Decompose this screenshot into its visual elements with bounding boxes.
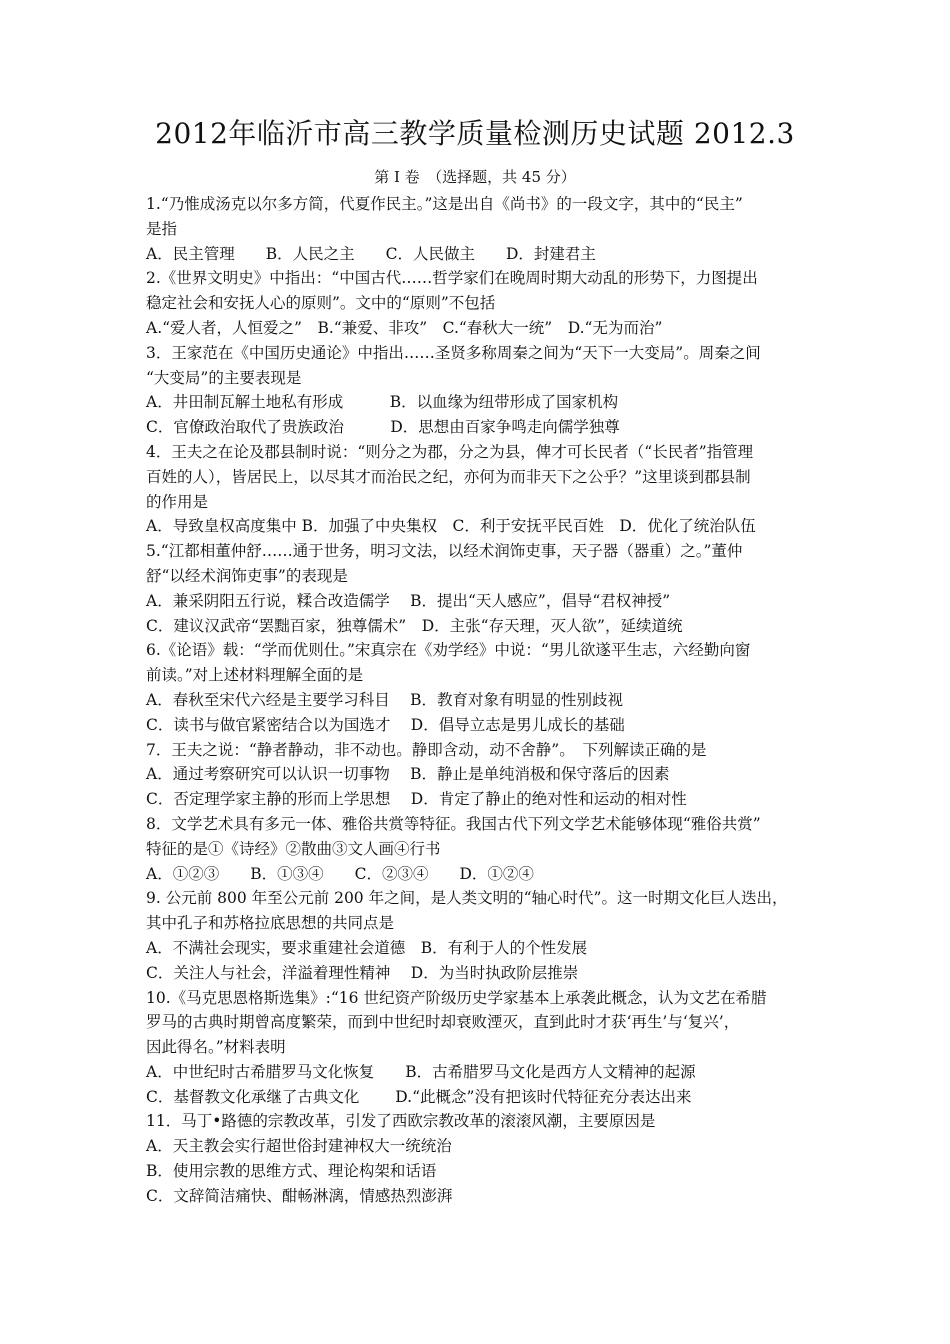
text-line: C．基督教文化承继了古典文化 D.“此概念”没有把该时代特征充分表达出来 [146,1087,692,1106]
text-line: C．读书与做官紧密结合以为国选才 D．倡导立志是男儿成长的基础 [146,715,625,734]
text-line: “大变局”的主要表现是 [146,368,302,387]
text-line: 1.“乃惟成汤克以尔多方简，代夏作民主。”这是出自《尚书》的一段文字，其中的“民主” [146,195,743,213]
text-line: 6.《论语》载：“学而优则仕。”宋真宗在《劝学经》中说：“男儿欲遂平生志，六经勤向窗 [146,641,751,660]
text-line: 特征的是①《诗经》②散曲③文人画④行书 [146,839,441,858]
text-line: A．导致皇权高度集中 B．加强了中央集权 C．利于安抚平民百姓 D．优化了统治队伍 [146,517,756,536]
text-line: 7．王夫之说：“静者静动，非不动也。静即含动，动不舍静”。 下列解读正确的是 [146,740,707,759]
text-line: 的作用是 [146,492,209,511]
text-line: A．天主教会实行超世俗封建神权大一统统治 [146,1137,452,1156]
text-line: 其中孔子和苏格拉底思想的共同点是 [146,914,395,933]
text-line: A.“爱人者，人恒爱之” B.“兼爱、非攻” C.“春秋大一统” D.“无为而治” [146,318,663,337]
text-line: 舒“以经术润饰吏事”的表现是 [146,566,348,585]
text-line: 8．文学艺术具有多元一体、雅俗共赏等特征。我国古代下列文学艺术能够体现“雅俗共赏” [146,814,761,833]
text-line: 百姓的人），皆居民上，以尽其才而治民之纪，亦何为而非天下之公乎？”这里谈到郡县制 [146,467,751,486]
text-line: 4．王夫之在论及郡县制时说：“则分之为郡，分之为县，俾才可长民者（“长民者”指管理 [146,442,754,461]
text-line: C．建议汉武帝“罢黜百家，独尊儒术” D．主张“存天理，灭人欲”，延续道统 [146,616,683,635]
text-line: 稳定社会和安抚人心的原则”。文中的“原则”不包括 [146,294,496,313]
text-line: B．使用宗教的思维方式、理论构架和话语 [146,1162,437,1181]
text-line: 11．马丁•路德的宗教改革，引发了西欧宗教改革的滚滚风潮，主要原因是 [146,1112,656,1131]
text-line: 10.《马克思恩格斯选集》:“16 世纪资产阶级历史学家基本上承袭此概念，认为文艺在希腊 [146,988,767,1007]
text-line: 5.“江都相董仲舒……通于世务，明习文法，以经术润饰吏事，天子器（器重）之。”董仲 [146,542,743,561]
text-line: 3．王家范在《中国历史通论》中指出……圣贤多称周秦之间为“天下一大变局”。周秦之间 [146,343,761,362]
text-line: A．春秋至宋代六经是主要学习科目 B．教育对象有明显的性别歧视 [146,690,624,709]
text-line: A．中世纪时古希腊罗马文化恢复 B．古希腊罗马文化是西方人文精神的起源 [146,1062,696,1081]
document-title: 2012年临沂市高三教学质量检测历史试题 2012.3 [155,117,795,150]
text-line: 罗马的古典时期曾高度繁荣，而到中世纪时却衰败湮灭，直到此时才获‘再生’与‘复兴’， [146,1013,740,1032]
text-line: A．①②③ B．①③④ C．②③④ D．①②④ [146,864,534,883]
text-line: 是指 [146,219,178,238]
text-line: C．官僚政治取代了贵族政治 D．思想由百家争鸣走向儒学独尊 [146,418,620,437]
text-line: C．关注人与社会，洋溢着理性精神 D．为当时执政阶层推崇 [146,963,579,982]
text-line: A．通过考察研究可以认识一切事物 B．静止是单纯消极和保守落后的因素 [146,765,670,784]
text-line: 2.《世界文明史》中指出：“中国古代……哲学家们在晚周时期大动乱的形势下，力图提出 [146,269,758,288]
text-line: A．兼采阴阳五行说，糅合改造儒学 B．提出“天人感应”，倡导“君权神授” [146,591,671,610]
section-header: 第 I 卷 （选择题，共 45 分） [374,168,576,186]
text-line: A．民主管理 B．人民之主 C．人民做主 D．封建君主 [146,244,596,263]
question-body [146,192,816,1209]
text-line: C．文辞简洁痛快、酣畅淋漓，情感热烈澎湃 [146,1186,453,1205]
text-line: A．井田制瓦解土地私有形成 B．以血缘为纽带形成了国家机构 [146,393,619,412]
text-line: 9. 公元前 800 年至公元前 200 年之间，是人类文明的“轴心时代”。这一时期文化巨人迭出， [146,889,788,908]
text-line: 因此得名。”材料表明 [146,1038,286,1057]
text-line: C．否定理学家主静的形而上学思想 D．肯定了静止的绝对性和运动的相对性 [146,790,687,809]
text-line: 前读。”对上述材料理解全面的是 [146,666,364,685]
text-line: A．不满社会现实，要求重建社会道德 B．有利于人的个性发展 [146,938,588,957]
